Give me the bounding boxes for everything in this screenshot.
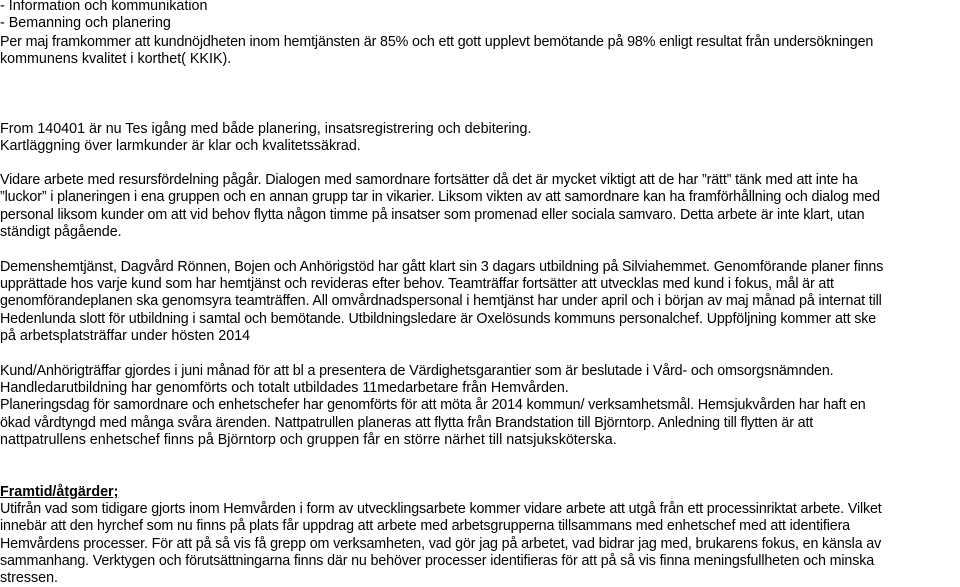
paragraph-line: Kartläggning över larmkunder är klar och kvalitetssäkrad. [0, 138, 361, 154]
paragraph-line: Hedenlunda slott för utbildning i samtal och bemötande. Utbildningsledare är Oxelösunds kommuns personalchef. Uppföljning kommer att ske [0, 311, 877, 327]
paragraph-line: Hemvårdens processer. För att på så vis få grepp om verksamheten, vad gör jag på arbetet, vad bidrar jag med, brukarens fokus, en känsla av [0, 536, 882, 552]
paragraph-line: Utifrån vad som tidigare gjorts inom Hemvården i form av utvecklingsarbete kommer vidare arbete att utgå från ett processinriktat arbete. Vilket [0, 501, 882, 517]
paragraph-line: kommunens kvalitet i korthet( KKIK). [0, 51, 232, 67]
paragraph-line: Demenshemtjänst, Dagvård Rönnen, Bojen och Anhörigstöd har gått klart sin 3 dagars utbildning på Silviahemmet. Genomförande planer finns [0, 259, 884, 275]
paragraph-line: From 140401 är nu Tes igång med både planering, insatsregistrering och debitering. [0, 121, 532, 137]
section-heading: Framtid/åtgärder; [0, 484, 119, 500]
paragraph-line: innebär att den hyrchef som nu finns på plats får uppdrag att arbete med arbetsgrupperna tillsammans med enhetschef med att identifiera [0, 518, 850, 534]
paragraph-line: Handledarutbildning har genomförts och totalt utbildades 11medarbetare från Hemvården. [0, 380, 569, 396]
list-item: - Information och kommunikation [0, 0, 208, 14]
paragraph-line: ”luckor” i planeringen i ena gruppen och en annan grupp tar in vikarier. Liksom vikten av att samordnare kan ha framförhållning och dialog med [0, 189, 880, 205]
paragraph-line: ständigt pågående. [0, 224, 122, 240]
paragraph-line: Planeringsdag för samordnare och enhetschefer har genomförts för att möta år 2014 kommun/ verksamhetsmål. Hemsjukvården har haft en [0, 397, 866, 413]
paragraph-line: personal liksom kunder om att vid behov flytta någon timme på insatser som promenad eller sociala samvaro. Detta arbete är inte klart, utan [0, 207, 865, 223]
paragraph-line: ökad vårdtyngd med många svåra ärenden. Nattpatrullen planeras att flytta från Brandstation till Björntorp. Anledning till flytten är att [0, 415, 814, 431]
list-item: - Bemanning och planering [0, 15, 171, 31]
paragraph-line: sammanhang. Verktygen och förutsättningarna finns där nu behöver processer identifieras för att på så vis finna meningsfullheten och minska [0, 553, 875, 569]
paragraph-line: på arbetsplatsträffar under hösten 2014 [0, 328, 251, 344]
paragraph-line: nattpatrullens enhetschef finns på Björntorp och gruppen får en större närhet till natsjuksköterska. [0, 432, 617, 448]
paragraph-line: Vidare arbete med resursfördelning pågår. Dialogen med samordnare fortsätter då det är mycket viktigt att de har ”rätt” tänk med att inte ha [0, 172, 858, 188]
paragraph-line: genomförandeplanen ska genomsyra teamträffen. All omvårdnadspersonal i hemtjänst har under april och i början av maj månad på internat till [0, 293, 882, 309]
paragraph-line: stressen. [0, 570, 59, 586]
paragraph-line: upprättade hos varje kund som har hemtjänst och revideras efter behov. Teamträffar fortsätter att utvecklas med kund i fokus, mål är att [0, 276, 834, 292]
paragraph-line: Per maj framkommer att kundnöjdheten inom hemtjänsten är 85% och ett gott upplevt bemötande på 98% enligt resultat från undersökningen [0, 34, 874, 50]
paragraph-line: Kund/Anhörigträffar gjordes i juni månad för att bl a presentera de Värdighetsgarantier som är beslutade i Vård- och omsorgsnämnden. [0, 363, 834, 379]
